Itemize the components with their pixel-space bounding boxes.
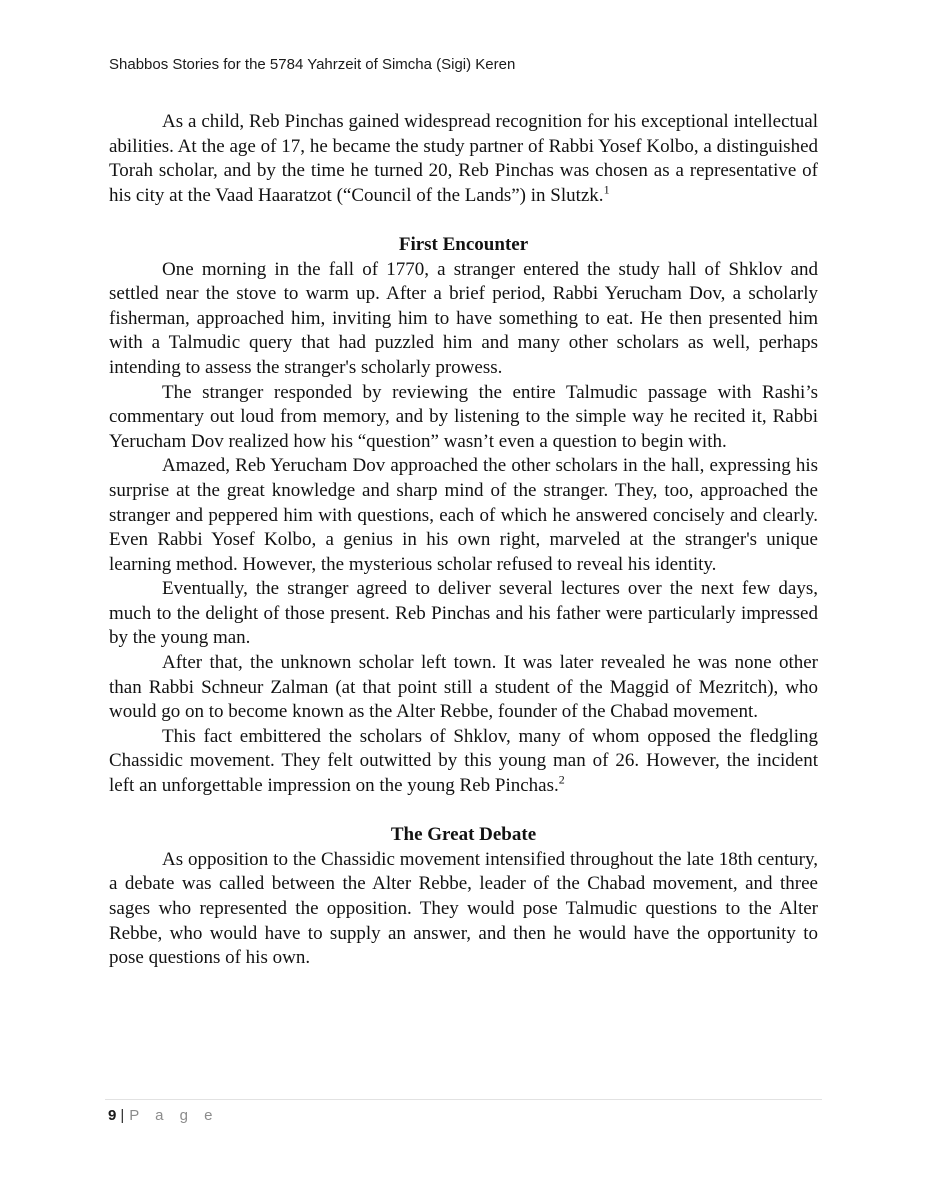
page-footer <box>105 1099 822 1124</box>
footer-separator: | <box>120 1107 125 1124</box>
footnote-reference: 1 <box>603 182 610 197</box>
paragraph: This fact embittered the scholars of Shklov, many of whom opposed the fledgling Chassidic movement. They felt outwitted by this young man of 26. However, the incident left an unforgettable impression on the young Reb Pinchas.$^2$ <box>109 725 818 797</box>
paragraph: Eventually, the stranger agreed to deliver several lectures over the next few days, much to the delight of those present. Reb Pinchas and his father were particularly impressed by the young man. <box>109 578 818 649</box>
footer-page-label: P a g e <box>129 1107 219 1124</box>
page-header-text: Shabbos Stories for the 5784 Yahrzeit of Simcha (Sigi) Keren <box>109 56 516 73</box>
section-heading: First Encounter <box>398 233 529 255</box>
paragraph: One morning in the fall of 1770, a stranger entered the study hall of Shklov and settled near the stove to warm up. After a brief period, Rabbi Yerucham Dov, a scholarly fisherman, approached him, inviting him to have something to eat. He then presented him with a Talmudic query that had puzzled him and many other scholars as well, perhaps intending to assess the stranger's scholarly prowess. <box>109 258 818 378</box>
paragraph: As opposition to the Chassidic movement intensified throughout the late 18th century, a debate was called between the Alter Rebbe, leader of the Chabad movement, and three sages who represented the opposition. They would pose Talmudic questions to the Alter Rebbe, who would have to supply an answer, and then he would have the opportunity to pose questions of his own. <box>109 848 818 969</box>
document-body <box>109 110 818 971</box>
paragraph: Amazed, Reb Yerucham Dov approached the other scholars in the hall, expressing his surprise at the great knowledge and sharp mind of the stranger. They, too, approached the stranger and peppered him with questions, each of which he answered concisely and clearly. Even Rabbi Yosef Kolbo, a genius in his own right, marveled at the stranger's unique learning method. However, the mysterious scholar refused to reveal his identity. <box>109 455 818 575</box>
footnote-reference: 2 <box>558 772 565 787</box>
section-heading: The Great Debate <box>390 824 537 846</box>
paragraph: As a child, Reb Pinchas gained widespread recognition for his exceptional intellectual abilities. At the age of 17, he became the study partner of Rabbi Yosef Kolbo, a distinguished Torah scholar, and by the time he turned 20, Reb Pinchas was chosen as a representative of his city at the Vaad Haaratzot (“Council of the Lands”) in Slutzk.$^1$ <box>109 111 818 206</box>
paragraph: The stranger responded by reviewing the entire Talmudic passage with Rashi’s commentary out loud from memory, and by listening to the simple way he recited it, Rabbi Yerucham Dov realized how his “question” wasn’t even a question to begin with. <box>109 381 818 452</box>
paragraph: After that, the unknown scholar left town. It was later revealed he was none other than Rabbi Schneur Zalman (at that point still a student of the Maggid of Mezritch), who would go on to become known as the Alter Rebbe, founder of the Chabad movement. <box>109 652 818 723</box>
page-number: 9 <box>108 1107 117 1124</box>
